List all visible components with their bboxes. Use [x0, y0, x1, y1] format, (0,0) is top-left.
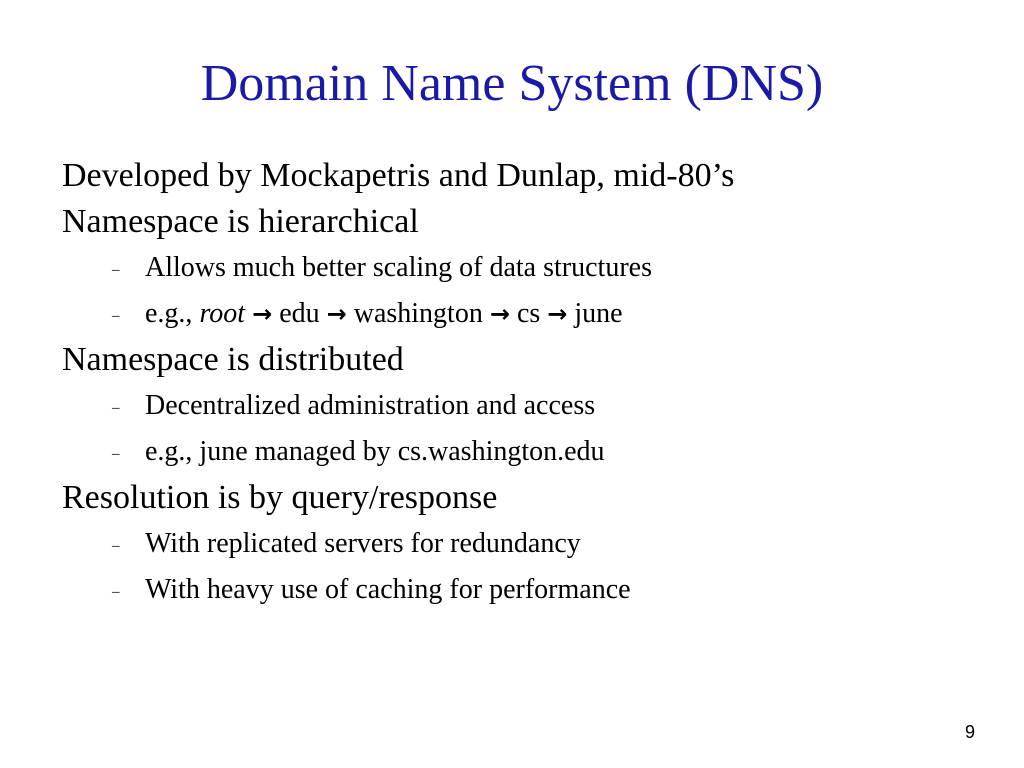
path-segment: washington: [353, 298, 483, 329]
bullet-resolution: Resolution is by query/response: [62, 479, 498, 516]
right-arrow-icon: →: [252, 300, 273, 328]
path-segment: edu: [279, 298, 320, 329]
example-root: root: [199, 298, 246, 329]
sub-bullet-replicated: [62, 521, 1002, 567]
sub-bullet-example-path: [62, 291, 1002, 337]
dash-marker: –: [112, 584, 120, 600]
path-segment: cs: [516, 298, 541, 329]
sub-bullet-text: With replicated servers for redundancy: [145, 528, 581, 559]
dash-marker: –: [112, 308, 120, 324]
right-arrow-icon: →: [547, 300, 568, 328]
path-segment: june: [574, 298, 623, 329]
right-arrow-icon: →: [326, 300, 347, 328]
sub-bullet-text: Decentralized administration and access: [145, 390, 596, 421]
dash-marker: –: [112, 538, 120, 554]
slide-title: Domain Name System (DNS): [200, 55, 824, 112]
dash-marker: –: [112, 400, 120, 416]
example-prefix: e.g.,: [145, 298, 200, 329]
right-arrow-icon: →: [489, 300, 510, 328]
page-number: 9: [964, 722, 975, 742]
bullet-developed: Developed by Mockapetris and Dunlap, mid-80’s: [62, 157, 735, 194]
bullet-list: [62, 153, 1002, 613]
sub-bullet-managed-by: [62, 429, 1002, 475]
bullet-distributed: Namespace is distributed: [62, 341, 404, 378]
dash-marker: –: [112, 262, 120, 278]
sub-bullet-caching: [62, 567, 1002, 613]
sub-bullet-decentralized: [62, 383, 1002, 429]
sub-bullet-text: e.g., june managed by cs.washington.edu: [145, 436, 605, 467]
sub-bullet-text: Allows much better scaling of data structures: [145, 252, 652, 283]
dash-marker: –: [112, 446, 120, 462]
bullet-hierarchical: Namespace is hierarchical: [62, 203, 419, 240]
sub-bullet-scaling: [62, 245, 1002, 291]
sub-bullet-text: With heavy use of caching for performance: [145, 574, 631, 605]
